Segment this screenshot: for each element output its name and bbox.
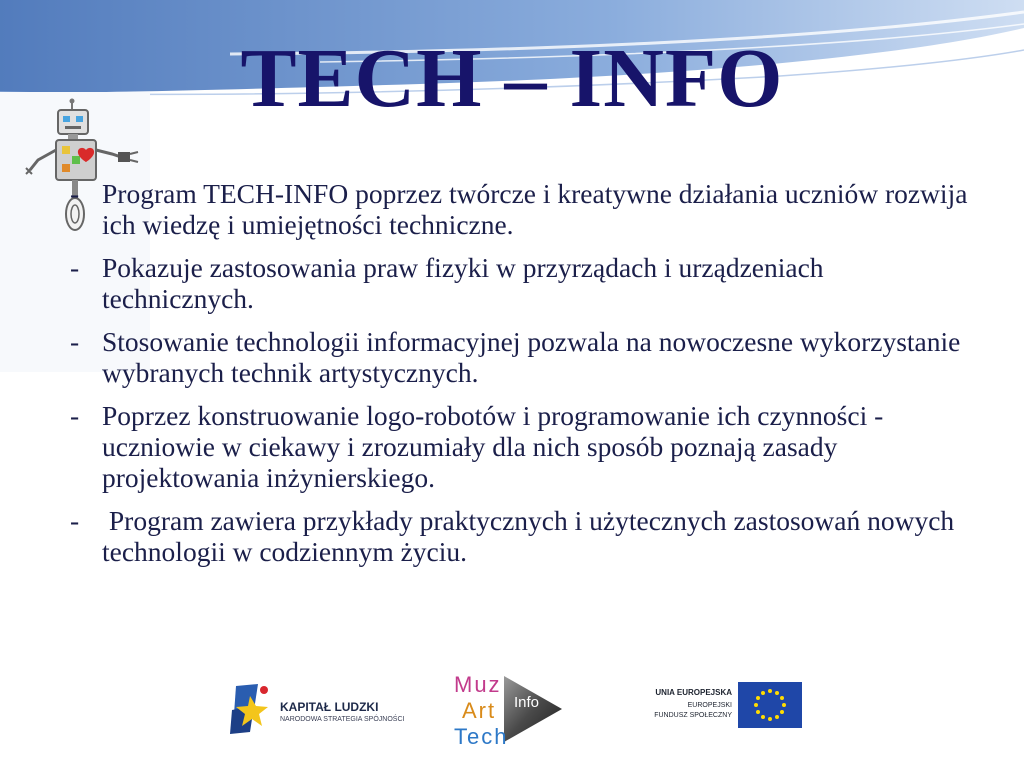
eu-social-fund-logo (628, 680, 804, 734)
bullet-list (66, 178, 971, 579)
kapital-ludzki-logo (228, 680, 408, 738)
bullet-dash: - (70, 505, 80, 536)
bullet-text: Stosowanie technologii informacyjnej pozwala na nowoczesne wykorzystanie wybranych technik artystycznych. (102, 326, 961, 388)
bullet-item (66, 326, 971, 388)
bullet-text: Program zawiera przykłady praktycznych i użytecznych zastosowań nowych technologii w codziennym życiu. (102, 505, 962, 567)
slide-title: TECH – INFO (240, 32, 784, 125)
bullet-text: Poprzez konstruowanie logo-robotów i programowanie ich czynności - uczniowie w ciekawy i zrozumiały dla nich sposób poznają zasady projektowania inżynierskiego. (102, 400, 884, 493)
muzarttech-line-tech: Tech (454, 724, 509, 749)
muzarttech-line-muz: Muz (454, 672, 502, 697)
kapital-ludzki-subtitle: NARODOWA STRATEGIA SPÓJNOŚCI (280, 716, 405, 723)
muzarttech-line-art: Art (462, 698, 497, 723)
muzarttech-logo (448, 668, 568, 752)
kapital-ludzki-emblem-icon (228, 680, 276, 738)
bullet-text: Program TECH-INFO poprzez twórcze i kreatywne działania uczniów rozwija ich wiedzę i umiejętności techniczne. (102, 178, 968, 240)
bullet-item (66, 400, 971, 493)
bullet-item (66, 505, 971, 567)
bullet-text: Pokazuje zastosowania praw fizyki w przyrządach i urządzeniach technicznych. (102, 252, 824, 314)
eu-line-union: UNIA EUROPEJSKA (655, 688, 732, 697)
eu-line-fund: FUNDUSZ SPOŁECZNY (654, 712, 732, 719)
footer-logos (0, 664, 1024, 754)
eu-line-european: EUROPEJSKI (687, 702, 732, 709)
bullet-dash: - (70, 178, 80, 209)
bullet-dash: - (70, 400, 80, 431)
bullet-item (66, 252, 971, 314)
bullet-item (66, 178, 971, 240)
bullet-dash: - (70, 252, 80, 283)
kapital-ludzki-title: KAPITAŁ LUDZKI (280, 700, 379, 714)
eu-flag-icon (738, 682, 802, 728)
muzarttech-info-badge: Info (514, 694, 540, 711)
bullet-dash: - (70, 326, 80, 357)
